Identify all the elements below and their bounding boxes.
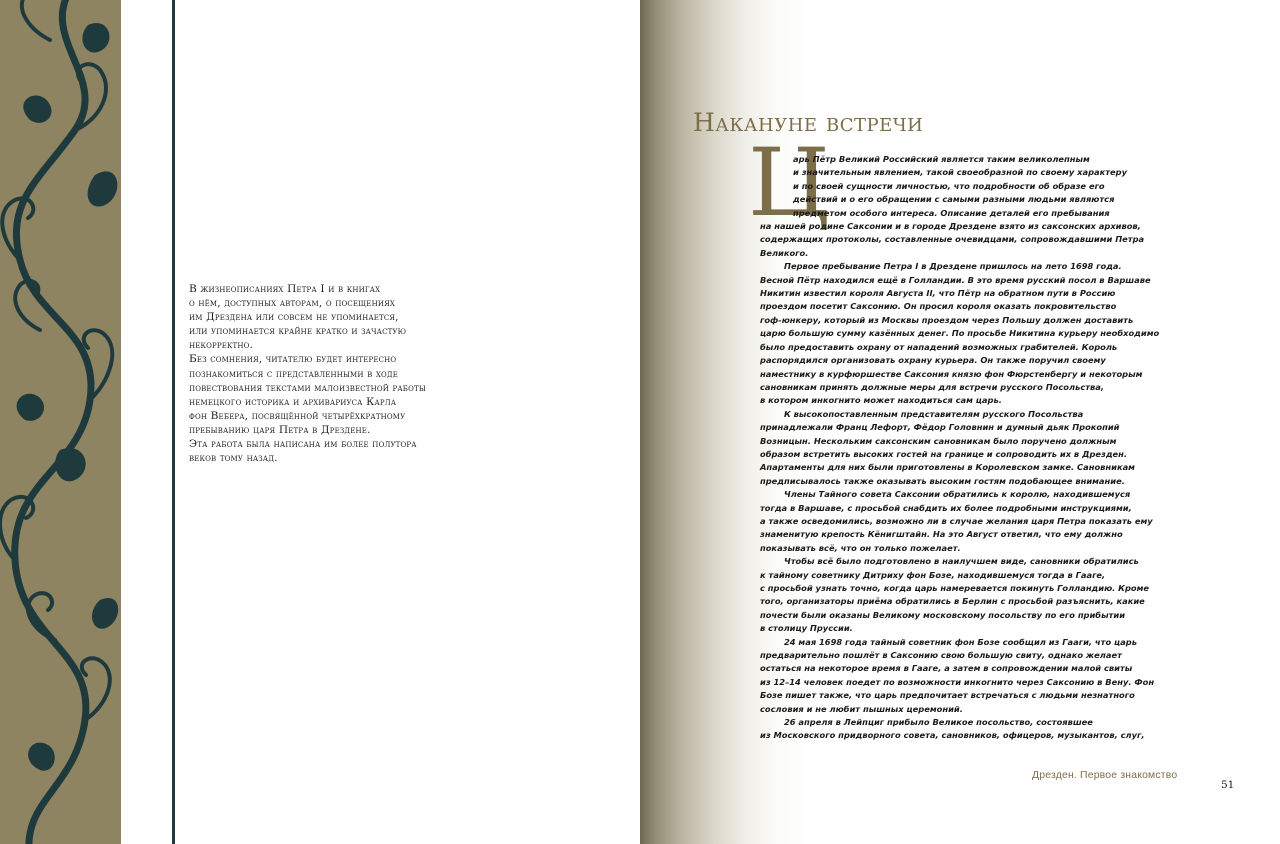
left-margin bbox=[121, 0, 173, 844]
body-line: к тайному советнику Дитриху фон Бозе, находившемуся тогда в Гааге, bbox=[760, 569, 1106, 580]
body-line: и по своей сущности личностью, что подробности об образе его bbox=[793, 180, 1105, 191]
body-line: сановникам принять должные меры для встречи русского Посольства, bbox=[760, 381, 1105, 392]
body-line: Первое пребывание Петра I в Дрездене пришлось на лето 1698 года. bbox=[784, 261, 1122, 272]
body-line: сословия и не любит пышных церемоний. bbox=[760, 703, 963, 714]
body-line: Великого. bbox=[760, 247, 809, 258]
body-line: действий и о его обращении с самыми разными людьми являются bbox=[793, 194, 1115, 205]
body-line: царю большую сумму казённых денег. По просьбе Никитина курьеру необходимо bbox=[760, 328, 1160, 339]
body-line: 26 апреля в Лейпциг прибыло Великое посольство, состоявшее bbox=[784, 717, 1093, 728]
body-line: образом встретить высоких гостей на границе и сопроводить их в Дрезден. bbox=[760, 448, 1128, 459]
intro-line: о нём, доступных авторам, о посещениях bbox=[189, 297, 396, 310]
body-line: Весной Пётр находился ещё в Голландии. В это время русский посол в Варшаве bbox=[760, 274, 1151, 285]
body-line: а также осведомились, возможно ли в случае желания царя Петра показать ему bbox=[760, 515, 1153, 526]
body-line: Члены Тайного совета Саксонии обратились к королю, находившемуся bbox=[784, 489, 1131, 500]
body-line: предписывалось также оказывать высоким гостям подобающее внимание. bbox=[760, 475, 1125, 486]
ornamental-border bbox=[0, 0, 121, 844]
body-line: арь Пётр Великий Российский является таким великолепным bbox=[793, 154, 1090, 164]
intro-line: В жизнеописаниях Петра I и в книгах bbox=[189, 283, 381, 295]
body-line: почести были оказаны Великому московскому посольству по его прибытии bbox=[760, 609, 1126, 620]
intro-line: некорректно. bbox=[189, 339, 253, 352]
body-line: с просьбой узнать точно, когда царь намеревается покинуть Голландию. Кроме bbox=[760, 583, 1150, 593]
intro-line: немецкого историка и архивариуса Карла bbox=[189, 395, 397, 408]
body-line: того, организаторы приёма обратились в Берлин с просьбой разъяснить, какие bbox=[760, 596, 1145, 607]
body-line: из Московского придворного совета, сановников, офицеров, музыкантов, слуг, bbox=[760, 730, 1145, 741]
body-line: знаменитую крепость Кёнигштайн. На это Август ответил, что ему должно bbox=[760, 529, 1123, 540]
intro-line: Без сомнения, читателю будет интересно bbox=[189, 353, 397, 366]
body-line: тогда в Варшаве, с просьбой снабдить их более подробными инструкциями, bbox=[760, 502, 1132, 513]
body-line: и значительным явлением, такой своеобразной по своему характеру bbox=[793, 167, 1128, 178]
body-line: в котором инкогнито может находиться сам царь. bbox=[760, 395, 1002, 406]
body-line: предварительно пошлёт в Саксонию свою большую свиту, однако желает bbox=[760, 650, 1122, 661]
body-line: К высокопоставленным представителям русского Посольства bbox=[784, 408, 1084, 419]
intro-line: или упоминается крайне кратко и зачастую bbox=[189, 325, 407, 338]
body-line: распорядился организовать охрану курьера. Он также поручил своему bbox=[760, 355, 1106, 366]
body-line: было предоставить охрану от нападений возможных грабителей. Король bbox=[760, 341, 1118, 352]
intro-line: им Дрездена или совсем не упоминается, bbox=[189, 311, 399, 324]
body-line: Апартаменты для них были приготовлены в Королевском замке. Сановникам bbox=[760, 462, 1135, 473]
body-line: из 12–14 человек поедет по возможности инкогнито через Саксонию в Вену. Фон bbox=[760, 676, 1155, 687]
intro-line: веков тому назад. bbox=[189, 452, 278, 465]
body-line: в столицу Пруссии. bbox=[760, 623, 853, 634]
chapter-title: Накануне встречи bbox=[693, 108, 924, 137]
intro-line: пребыванию царя Петра в Дрездене. bbox=[189, 423, 371, 436]
body-line: содержащих протоколы, составленные очевидцами, сопровождавшими Петра bbox=[760, 234, 1145, 245]
intro-paragraph bbox=[189, 282, 489, 465]
body-line: наместнику в курфюршестве Саксония князю фон Фюрстенбергу и некоторым bbox=[760, 368, 1143, 379]
running-head: Дрезден. Первое знакомство bbox=[1032, 770, 1178, 781]
body-line: гоф-юнкеру, который из Москвы проездом через Польшу должен доставить bbox=[760, 314, 1134, 325]
body-line: остаться на некоторое время в Гааге, а затем в сопровождении малой свиты bbox=[760, 663, 1133, 674]
body-line: Бозе пишет также, что царь предпочитает встречаться с людьми незнатного bbox=[760, 690, 1135, 701]
intro-line: повествования текстами малоизвестной работы bbox=[189, 381, 426, 394]
drop-cap: Ц bbox=[748, 129, 830, 238]
body-line: Никитин известил короля Августа II, что Пётр на обратном пути в Россию bbox=[760, 288, 1116, 299]
body-line: показывать всё, что он только пожелает. bbox=[760, 542, 961, 553]
intro-line: Эта работа была написана им более полутора bbox=[189, 438, 417, 451]
body-line: принадлежали Франц Лефорт, Фёдор Головнин и думный дьяк Прокопий bbox=[760, 422, 1120, 433]
body-line: Возницын. Нескольким саксонским сановникам было поручено должным bbox=[760, 435, 1117, 446]
intro-line: фон Вебера, посвящённой четырёхкратному bbox=[189, 409, 406, 422]
body-line: предметом особого интереса. Описание деталей его пребывания bbox=[793, 207, 1110, 218]
body-line: Чтобы всё было подготовлено в наилучшем виде, сановники обратились bbox=[784, 556, 1139, 567]
body-line: на нашей родине Саксонии и в городе Дрездене взято из саксонских архивов, bbox=[760, 221, 1141, 232]
intro-line: познакомиться с представленными в ходе bbox=[189, 367, 399, 380]
body-line: проездом посетит Саксонию. Он просил короля оказать покровительство bbox=[760, 301, 1117, 312]
body-line: 24 мая 1698 года тайный советник фон Бозе сообщил из Гааги, что царь bbox=[784, 636, 1137, 647]
page-number: 51 bbox=[1221, 779, 1235, 791]
floral-vine-ornament bbox=[0, 0, 121, 844]
body-text bbox=[760, 153, 1164, 743]
